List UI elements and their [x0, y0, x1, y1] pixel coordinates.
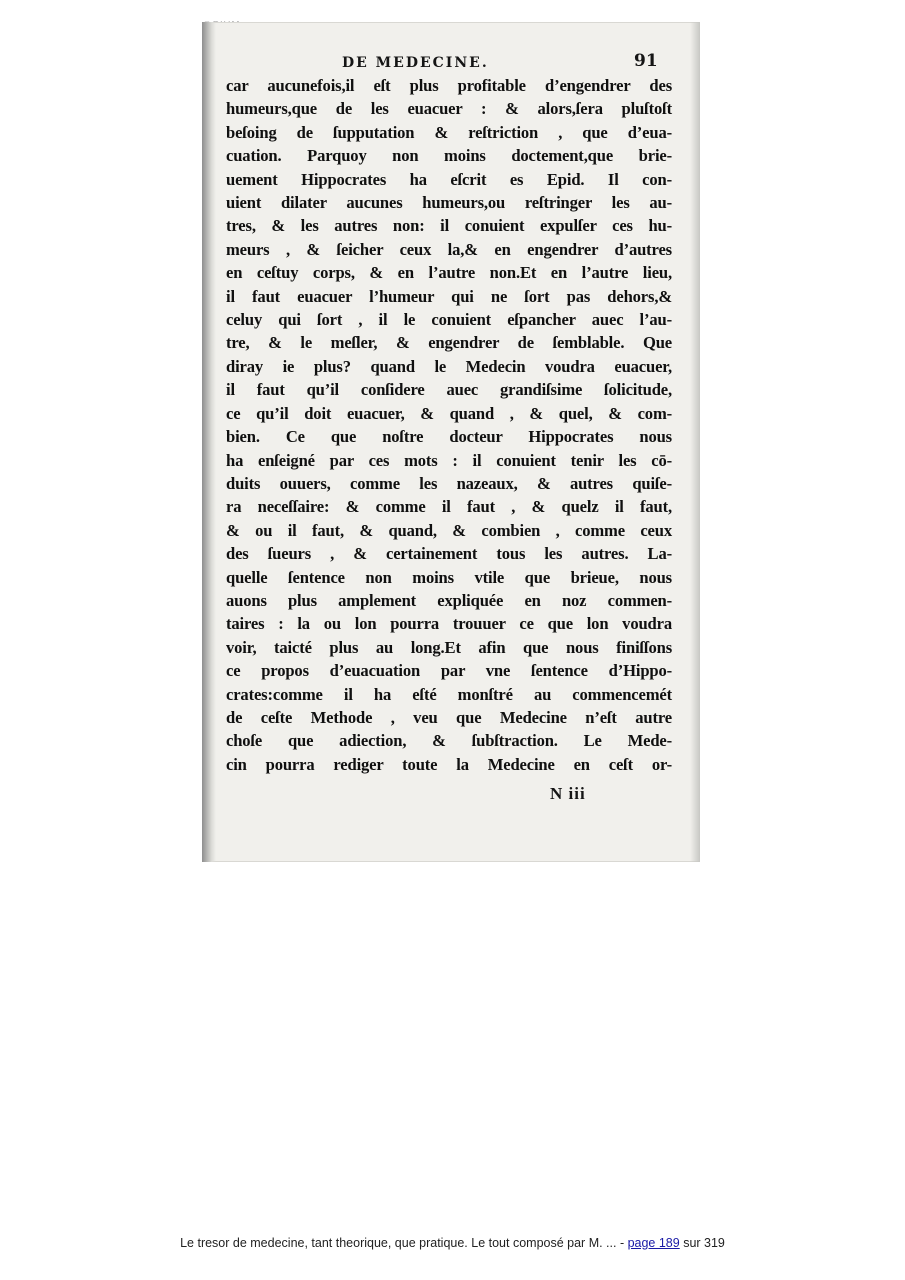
footer-title: Le tresor de medecine, tant theorique, que pratique. Le tout composé par M. ... -: [180, 1236, 628, 1250]
text-line: ce propos d’euacuation par vne ſentence d’Hippo-: [226, 661, 672, 681]
text-line: de ceſte Methode , veu que Medecine n’eſt autre: [226, 707, 672, 727]
page-gutter-shadow: [202, 22, 216, 862]
text-line: voir, taicté plus au long.Et afin que nous finiſſons: [226, 637, 672, 657]
text-line: meurs , & ſeicher ceux la,& en engendrer d’autres: [226, 239, 672, 259]
text-line: tres, & les autres non: il conuient expulſer ces hu-: [226, 216, 672, 236]
text-line: car aucunefois,il eſt plus profitable d’engendrer des: [226, 76, 672, 95]
running-head: DE MEDECINE.: [342, 55, 489, 71]
text-line: il faut qu’il conſidere auec grandiſsime ſolicitude,: [226, 380, 672, 400]
page-edge-shadow: [690, 22, 700, 862]
footer-page-total: sur 319: [679, 1236, 725, 1250]
text-line: il faut euacuer l’humeur qui ne ſort pas dehors,&: [226, 286, 672, 306]
text-line: tre, & le meſler, & engendrer de ſemblable. Que: [226, 333, 672, 353]
page-body-text: [226, 74, 672, 776]
text-line: uient dilater aucunes humeurs,ou reſtringer les au-: [226, 193, 672, 213]
document-footer: [0, 1236, 905, 1250]
folio-number: 91: [634, 51, 658, 71]
text-line: ra neceſſaire: & comme il faut , & quelz il faut,: [226, 497, 672, 517]
text-line: cin pourra rediger toute la Medecine en ceſt or-: [226, 754, 672, 774]
text-line: celuy qui ſort , il le conuient eſpancher auec l’au-: [226, 310, 672, 330]
text-line: humeurs,que de les euacuer : & alors,ſera pluſtoſt: [226, 99, 672, 119]
text-line: beſoing de ſupputation & reſtriction , que d’eua-: [226, 122, 672, 142]
text-line: crates:comme il ha eſté monſtré au commencemét: [226, 684, 672, 704]
text-line: en ceſtuy corps, & en l’autre non.Et en l’autre lieu,: [226, 263, 672, 283]
scanned-page: [202, 22, 700, 862]
text-line: des ſueurs , & certainement tous les autres. La-: [226, 544, 672, 564]
text-line: ha enſeigné par ces mots : il conuient tenir les cō-: [226, 450, 672, 470]
text-line: bien. Ce que noſtre docteur Hippocrates nous: [226, 427, 672, 447]
page-link[interactable]: page 189: [627, 1236, 680, 1250]
signature-mark: N iii: [550, 784, 586, 803]
text-line: cuation. Parquoy non moins doctement,que brie-: [226, 146, 672, 166]
text-line: auons plus amplement expliquée en noz commen-: [226, 590, 672, 610]
text-line: uement Hippocrates ha eſcrit es Epid. Il con-: [226, 169, 672, 189]
text-line: duits ouuers, comme les nazeaux, & autres quiſe-: [226, 473, 672, 493]
text-line: quelle ſentence non moins vtile que brieue, nous: [226, 567, 672, 587]
text-line: ce qu’il doit euacuer, & quand , & quel, & com-: [226, 403, 672, 423]
text-line: taires : la ou lon pourra trouuer ce que lon voudra: [226, 614, 672, 634]
text-line: diray ie plus? quand le Medecin voudra euacuer,: [226, 356, 672, 376]
text-line: & ou il faut, & quand, & combien , comme ceux: [226, 520, 672, 540]
text-line: choſe que adiection, & ſubſtraction. Le Mede-: [226, 731, 672, 751]
